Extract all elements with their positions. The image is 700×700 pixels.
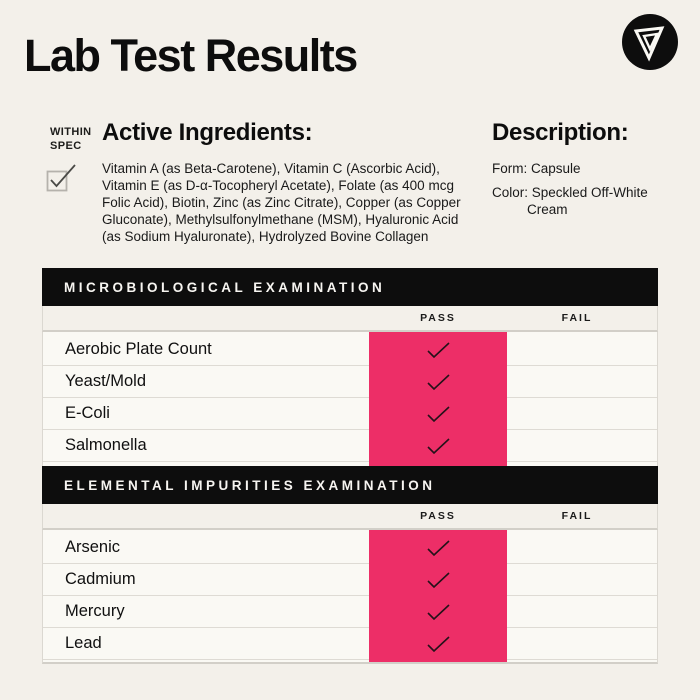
pass-checkmark-icon [369, 334, 507, 365]
microbiological-rows [42, 332, 658, 466]
description-section [492, 119, 677, 218]
section-header-microbiological: MICROBIOLOGICAL EXAMINATION [42, 268, 658, 306]
active-ingredients-text: Vitamin A (as Beta-Carotene), Vitamin C (Ascorbic Acid), Vitamin E (as D-α-Tocopheryl Acetate), Folate (as 400 mcg Folic Acid), Biotin, Zinc (as Zinc Citrate), Copper (as Copper Gluconate), Methylsulfonylmethane (MSM), Hyaluronic Acid (as Sodium Hyaluronate), Hydrolyzed Bovine Collagen [102, 161, 461, 244]
table-row [43, 430, 657, 462]
active-ingredients-heading: Active Ingredients: [102, 119, 313, 146]
section-header-elemental: ELEMENTAL IMPURITIES EXAMINATION [42, 466, 658, 504]
table-row [43, 366, 657, 398]
within-spec-checkbox [46, 163, 80, 193]
elemental-rows [42, 530, 658, 664]
row-label: Arsenic [65, 538, 121, 556]
active-ingredients-section [102, 119, 464, 245]
pass-checkmark-icon [369, 532, 507, 563]
row-label: Mercury [65, 602, 125, 620]
pass-checkmark-icon [369, 398, 507, 429]
pass-checkmark-icon [369, 596, 507, 627]
row-label: E-Coli [65, 404, 110, 422]
description-color-line: Color: Speckled Off-White Cream [492, 185, 648, 217]
brand-logo-icon [621, 13, 679, 71]
table-row [43, 596, 657, 628]
pass-checkmark-icon [369, 628, 507, 659]
table-row [43, 532, 657, 564]
pass-checkmark-icon [369, 366, 507, 397]
pass-column-header: PASS [420, 510, 456, 522]
pass-checkmark-icon [369, 430, 507, 461]
fail-column-header: FAIL [561, 510, 593, 522]
page-title: Lab Test Results [24, 30, 357, 81]
row-label: Aerobic Plate Count [65, 340, 212, 358]
within-spec-line1: WITHIN [50, 126, 92, 138]
table-row [43, 334, 657, 366]
within-spec-label [50, 125, 92, 153]
table-row [43, 398, 657, 430]
pass-column-header: PASS [420, 312, 456, 324]
results-table [42, 268, 658, 664]
within-spec-line2: SPEC [50, 140, 82, 152]
checkbox-box [48, 172, 67, 191]
description-form-line: Form: Capsule [492, 161, 581, 176]
fail-column-header: FAIL [561, 312, 593, 324]
row-label: Yeast/Mold [65, 372, 147, 390]
row-label: Lead [65, 634, 102, 652]
pass-checkmark-icon [369, 564, 507, 595]
description-heading: Description: [492, 119, 629, 146]
column-header-row [42, 306, 658, 332]
table-row [43, 564, 657, 596]
row-label: Cadmium [65, 570, 136, 588]
checkbox-check-icon [51, 165, 75, 186]
row-label: Salmonella [65, 436, 147, 454]
table-row [43, 628, 657, 660]
column-header-row [42, 504, 658, 530]
